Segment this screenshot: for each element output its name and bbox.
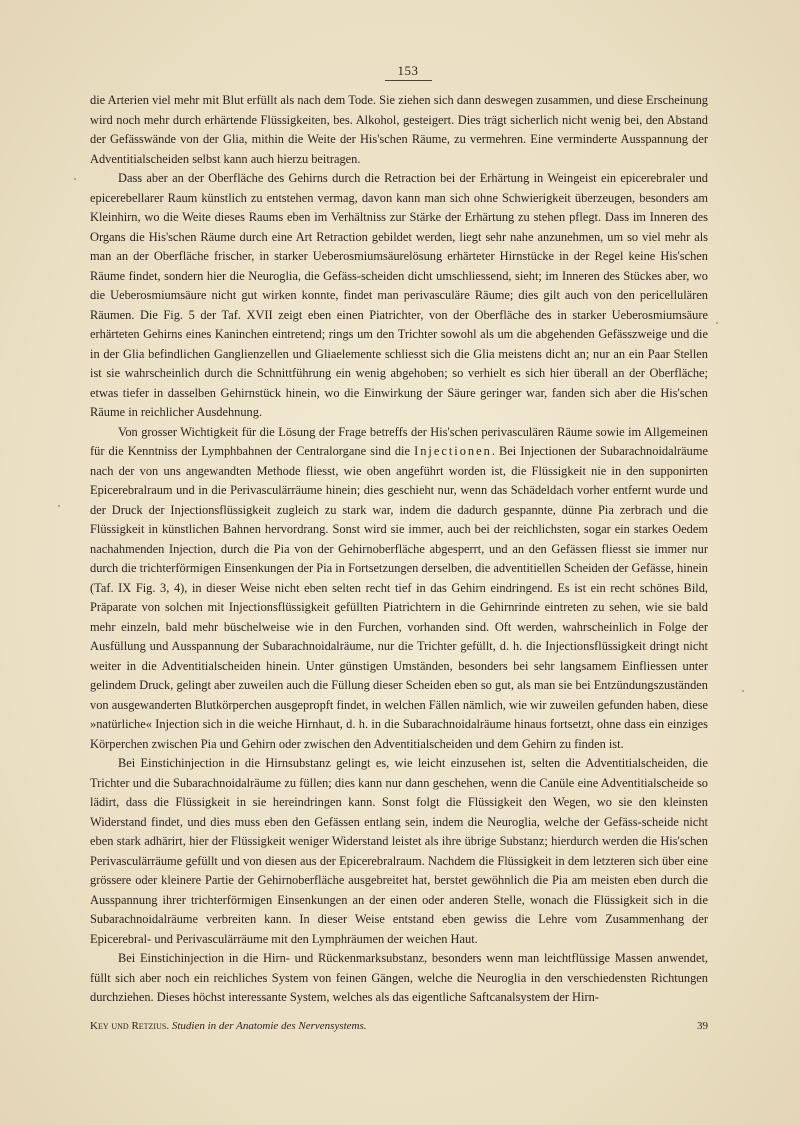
footer-authors: Key und Retzius. — [90, 1020, 170, 1032]
paper-speck — [742, 690, 744, 692]
paper-speck — [74, 178, 76, 180]
signature-mark: 39 — [697, 1020, 708, 1032]
paper-speck — [58, 505, 60, 507]
paragraph-1: die Arterien viel mehr mit Blut erfüllt als nach dem Tode. Sie ziehen sich dann deswegen zusammen, und diese Erscheinung wird noch mehr durch erhärtende Flüssigkeiten, bes. Alkohol, gesteigert. Dies trägt sicherlich nicht wenig bei, den Abstand der Gefässwände von der Glia, mithin die Weite der His'schen Räume, zu vermehren. Eine verminderte Ausspannung der Adventitialscheiden selbst kann auch hierzu beitragen. — [90, 93, 708, 166]
paragraph-2: Dass aber an der Oberfläche des Gehirns durch die Retraction bei der Erhärtung in Weingeist ein epicerebraler und epicerebellarer Raum künstlich zu entstehen vermag, davon kann man sich ohne Schwierigkeit überzeugen, besonders am Kleinhirn, wo die Weite dieses Raums eben im Verhältniss zur Stärke der Erhärtung zu stehen pflegt. Dass im Inneren des Organs die His'schen Räume durch eine Art Retraction gebildet werden, liegt sehr nahe anzunehmen, um so viel mehr als man an der Oberfläche frischer, in starker Ueberosmiumsäurelösung erhärteter Hirnstücke in der Regel keine His'schen Räume findet, sondern hier die Neuroglia, die Gefäss-scheiden dicht umschliessend, sieht; im Inneren des Stückes aber, wo die Ueberosmiumsäure nicht gut wirken konnte, findet man perivasculäre Räume; dies gilt auch von den pericellulären Räumen. Die Fig. 5 der Taf. XVII zeigt eben einen Piatrichter, von der Oberfläche des in starker Ueberosmiumsäure erhärteten Gehirns eines Kaninchen eintretend; rings um den Trichter sowohl als um die abgehenden Gefässzweige und die in der Glia befindlichen Ganglienzellen und Gliaelemente schliesst sich die Glia meistens dicht an; nur an ein Paar Stellen ist sie wahrscheinlich durch die Schnittführung ein wenig abgehoben; so verhielt es sich hier überall an der Oberfläche; etwas tiefer in dasselben Gehirnstück hinein, wo die Einwirkung der Säure geringer war, fanden sich aber die His'schen Räume in reichlicher Ausdehnung. — [90, 171, 708, 419]
paper-speck — [716, 322, 718, 324]
paragraph-3 — [90, 423, 708, 755]
footer-citation — [90, 1020, 367, 1032]
emphasized-term: Injectionen — [414, 444, 492, 458]
page-number: 153 — [397, 63, 419, 78]
paragraph-4: Bei Einstichinjection in die Hirnsubstanz gelingt es, wie leicht einzusehen ist, selten die Adventitialscheiden, die Trichter und die Subarachnoidalräume zu füllen; dies kann nur dann geschehen, wenn die Canüle eine Adventitialscheide so lädirt, dass die Flüssigkeit in sie hereindringen kann. Sonst folgt die Flüssigkeit den Wegen, wo sie den kleinsten Widerstand findet, und dies muss eben den Gefässen entlang sein, indem die Neuroglia, welche der Gefäss-scheide nicht eben stark adhärirt, hier der Flüssigkeit weniger Widerstand leistet als ihre übrige Substanz; hierdurch werden die His'schen Perivasculärräume gefüllt und von diesen aus der Epicerebralraum. Nachdem die Flüssigkeit in dem letzteren sich über eine grössere oder kleinere Partie der Gehirnoberfläche ausgebreitet hat, berstet gewöhnlich die Pia am meisten eben durch die Ausspannung ihrer trichterförmigen Einsenkungen an der einen oder anderen Stelle, wonach die Flüssigkeit sich in die Subarachnoidalräume verbreiten kann. In dieser Weise entstand eben gewiss die Lehre vom Zusammenhang der Epicerebral- und Perivasculärräume mit den Lymphräumen der weichen Haut. — [90, 756, 708, 946]
paragraph-3-rest: . Bei Injectionen der Subarachnoidalräume nach der von uns angewandten Methode fliesst, wie oben angeführt worden ist, die Flüssigkeit nie in den supponirten Epicerebralraum und in die Perivasculärräume hinein; dies geschieht nur, wenn das Schädeldach vorher entfernt wurde und der Druck der Injectionsflüssigkeit zugleich zu stark war, indem die dadurch gespannte, dünne Pia zerbrach und die Flüssigkeit in künstlichen Bahnen hervordrang. Sonst wird sie immer, auch bei der reichlichsten, sogar ein starkes Oedem nachahmenden Injection, durch die Pia von der Gehirnoberfläche abgesperrt, und an den Gefässen fliesst sie immer nur durch die trichterförmigen Einsenkungen der Pia in Fortsetzungen derselben, die adventitiellen Scheiden der Gefässe, hinein (Taf. IX Fig. 3, 4), in dieser Weise nicht eben selten recht tief in das Gehirn eindringend. Es ist ein recht schönes Bild, Präparate von solchen mit Injectionsflüssigkeit gefüllten Piatrichtern in die Gehirnrinde eintreten zu sehen, wie sie bald mehr einzeln, bald mehr büschelweise wie in den Furchen, vorhanden sind. Oft werden, wahrscheinlich in Folge der Ausfüllung und Ausspannung der Subarachnoidalräume, nur die Trichter gefüllt, d. h. die Injectionsflüssigkeit dringt nicht weiter in die Adventitialscheiden hinein. Unter günstigen Umständen, besonders bei sehr langsamem Einfliessen unter gelindem Druck, gelingt aber zuweilen auch die Füllung dieser Scheiden eben so gut, als man sie bei Entzündungszuständen von ausgewanderten Blutkörperchen ausgepropft findet, in welchen Fällen nämlich, wie wir zuweilen gefunden haben, diese »natürliche« Injection sich in die weiche Hirnhaut, d. h. in die Subarachnoidalräume hinaus fortsetzt, ohne dass ein einziges Körperchen zwischen Pia und Gehirn oder zwischen den Adventitialscheiden und dem Gehirn zu finden ist. — [90, 444, 708, 751]
page-footer — [90, 1020, 708, 1032]
page-number-rule — [385, 80, 432, 81]
paragraph-5: Bei Einstichinjection in die Hirn- und Rückenmarksubstanz, besonders wenn man leichtflüssige Massen anwendet, füllt sich aber noch ein reichliches System von feinen Gängen, welche die Neuroglia in den verschiedensten Richtungen durchziehen. Dieses höchst interessante System, welches als das eigentliche Saftcanalsystem der Hirn- — [90, 951, 708, 1004]
footer-book-title: Studien in der Anatomie des Nervensystems. — [171, 1020, 367, 1032]
body-text — [90, 91, 708, 1008]
paragraph-3-start: Von grosser Wichtigkeit für die Lösung der Frage betreffs der His'schen perivasculären Räume sowie im Allgemeinen für die Kenntniss der Lymphbahnen der Centralorgane sind die — [90, 424, 708, 458]
